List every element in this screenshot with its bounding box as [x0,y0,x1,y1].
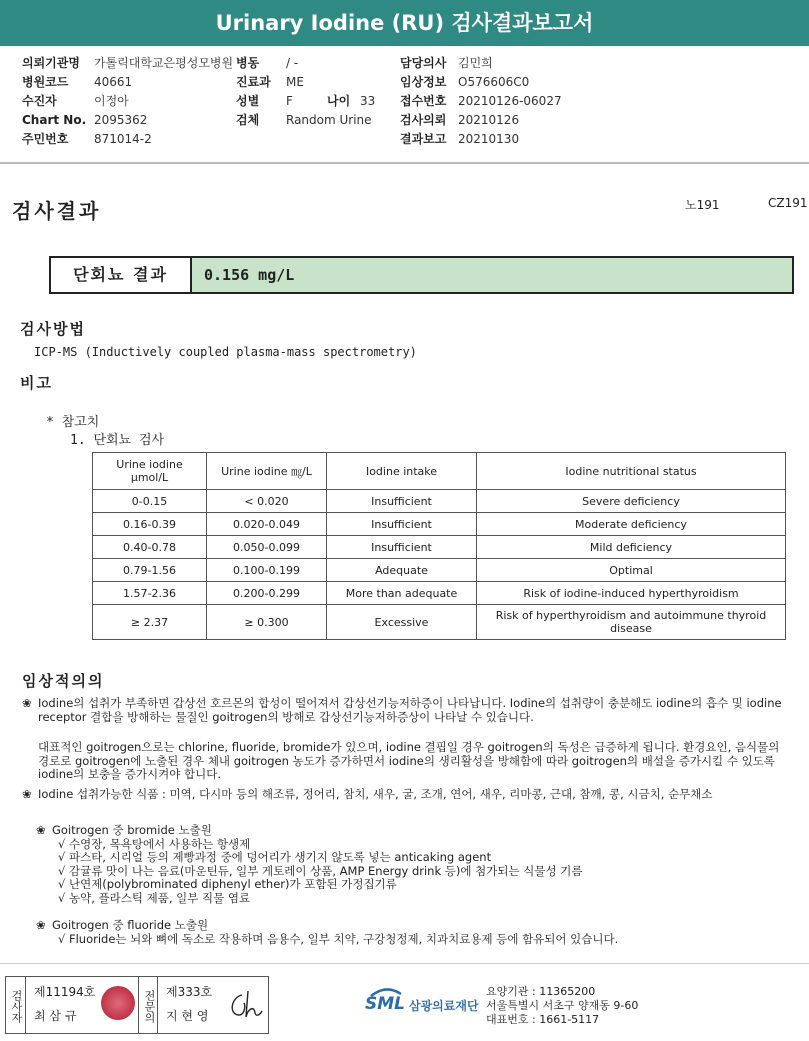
table-cell: 0-0.15 [93,490,207,513]
tester-id: 제11194호 [34,985,96,999]
info-row: 진료과 ME [236,75,304,89]
table-cell: 0.100-0.199 [207,559,327,582]
result-box [49,256,794,294]
list-item: √ 수영장, 목욕탕에서 사용하는 항생제 [58,836,251,851]
result-code-2: CZ191 [768,196,808,210]
info-row: 임상정보 O576606C0 [400,75,530,89]
reference-table [92,452,786,640]
doctor-id: 제333호 [166,985,213,999]
list-item: √ 농약, 플라스틱 제품, 일부 직물 염료 [58,890,251,905]
info-row: Chart No. 2095362 [22,113,148,127]
table-header-row [93,453,786,490]
table-row [93,536,786,559]
table-row [93,559,786,582]
logo-text: SML [365,994,405,1014]
table-cell: 0.16-0.39 [93,513,207,536]
table-cell: 0.020-0.049 [207,513,327,536]
table-row [93,582,786,605]
reference-subtitle: 1. 단회뇨 검사 [70,433,165,448]
seal-icon [101,986,135,1020]
info-row: 결과보고 20210130 [400,132,520,146]
header-divider [0,162,809,164]
table-cell: Risk of hyperthyroidism and autoimmune thyroid disease [477,605,786,640]
list-item: √ 난연제(polybrominated diphenyl ether)가 포함된 가정집기류 [58,877,397,891]
info-row: 주민번호 871014-2 [22,132,152,146]
clinical-paragraph-3: ❀ Iodine 섭취가능한 식품 : 미역, 다시마 등의 해조류, 정어리, 참치, 새우, 굴, 조개, 연어, 새우, 리마콩, 근대, 참깨, 콩, 시금치, 순무채소 [22,787,713,801]
table-header: Urine iodine ㎎/L [207,453,327,490]
tester-label: 검사자 [6,977,26,1033]
table-cell: 0.050-0.099 [207,536,327,559]
info-row: 의뢰기관명 가톨릭대학교은평성모병원 [22,56,234,70]
info-row: 담당의사 김민희 [400,56,493,70]
list-item: √ 파스타, 시리얼 등의 제빵과정 중에 덩어리가 생기지 않도록 넣는 anticaking agent [58,850,492,864]
fluoride-title: Goitrogen 중 fluoride 노출원 [52,918,209,932]
info-row: 수진자 이정아 [22,94,129,108]
table-cell: Risk of iodine-induced hyperthyroidism [477,582,786,605]
signature-box [5,976,269,1034]
bullet-icon: ❀ [36,823,46,837]
table-cell: Adequate [327,559,477,582]
table-cell: Insufficient [327,536,477,559]
table-row [93,513,786,536]
info-age: 나이 33 [327,94,376,108]
doctor-name: 지 현 영 [166,1009,209,1023]
table-cell: Mild deficiency [477,536,786,559]
org-info: 요양기관 : 11365200 서울특별시 서초구 양재동 9-60 대표번호 : 1661-5117 [486,985,639,1026]
table-cell: Severe deficiency [477,490,786,513]
report-title: Urinary Iodine (RU) 검사결과보고서 [0,0,809,46]
table-cell: Excessive [327,605,477,640]
clinical-heading: 임상적의의 [22,672,105,690]
table-cell: 1.57-2.36 [93,582,207,605]
table-cell: 0.40-0.78 [93,536,207,559]
bullet-icon: ❀ [22,696,32,710]
table-cell: Insufficient [327,490,477,513]
result-code-1: 노191 [685,198,720,212]
table-row [93,490,786,513]
method-heading: 검사방법 [20,320,86,338]
table-header: Iodine nutritional status [477,453,786,490]
info-row: 병원코드 40661 [22,75,133,89]
table-header: Urine iodine μmol/L [93,453,207,490]
table-cell: ≥ 0.300 [207,605,327,640]
bromide-section [36,823,792,905]
result-label: 단회뇨 결과 [51,258,192,292]
result-value: 0.156 mg/L [192,258,792,292]
info-column-3 [400,54,562,149]
table-cell: Moderate deficiency [477,513,786,536]
table-cell: ≥ 2.37 [93,605,207,640]
bromide-title: Goitrogen 중 bromide 노출원 [52,823,212,837]
bullet-icon: ❀ [22,787,32,801]
info-row: 검체 Random Urine [236,113,372,127]
doctor-label: 전문의 [138,977,158,1033]
logo-org: 삼광의료재단 [409,999,479,1013]
list-item: √ 감귤류 맛이 나는 음료(마운틴듀, 일부 게토레이 상품, AMP Energy drink 등)에 첨가되는 식물성 기름 [58,863,583,878]
info-row: 병동 / - [236,56,299,70]
results-heading: 검사결과 [12,199,102,223]
table-cell: Optimal [477,559,786,582]
reference-title: * 참고치 [46,415,100,430]
table-header: Iodine intake [327,453,477,490]
signature-icon [224,987,264,1023]
fluoride-section [36,918,792,946]
remarks-heading: 비고 [20,374,53,392]
info-column-1 [22,54,233,149]
clinical-paragraph-1: ❀ Iodine의 섭취가 부족하면 갑상선 호르몬의 합성이 떨어져서 갑상선기능저하증이 나타납니다. Iodine의 섭취량이 충분해도 iodine의 흡수 및 iodine receptor 결합을 방해하는 물질인 goitrogen의 방해로 갑상선기능저하증상이 나타날 수 있습니다. [22,696,782,724]
list-item: √ Fluoride는 뇌와 뼈에 독소로 작용하며 음용수, 일부 치약, 구강청정제, 치과치료용제 등에 함유되어 있습니다. [58,931,619,946]
table-cell: Insufficient [327,513,477,536]
sml-logo-icon [365,984,407,1020]
tester-name: 최 삼 규 [34,1009,77,1023]
info-row: 성별 F [236,94,293,108]
table-cell: 0.79-1.56 [93,559,207,582]
table-cell: < 0.020 [207,490,327,513]
method-text: ICP-MS (Inductively coupled plasma-mass spectrometry) [34,345,417,359]
clinical-paragraph-2: 대표적인 goitrogen으로는 chlorine, fluoride, bromide가 있으며, iodine 결핍일 경우 goitrogen의 독성은 급증하게 됩니다. 환경요인, 음식물의 경로로 goitrogen에 노출된 경우 체내 goitrogen 농도가 증가하면서 iodine의 생리활성을 방해함에 따라 goitrogen의 배설을 증가시킬 수 있도록 iodine의 보충을 증가시켜야 합니다. [38,740,780,781]
info-row: 검사의뢰 20210126 [400,113,520,127]
table-cell: More than adequate [327,582,477,605]
bullet-icon: ❀ [36,918,46,932]
table-row [93,605,786,640]
info-row: 접수번호 20210126-06027 [400,94,562,108]
table-cell: 0.200-0.299 [207,582,327,605]
